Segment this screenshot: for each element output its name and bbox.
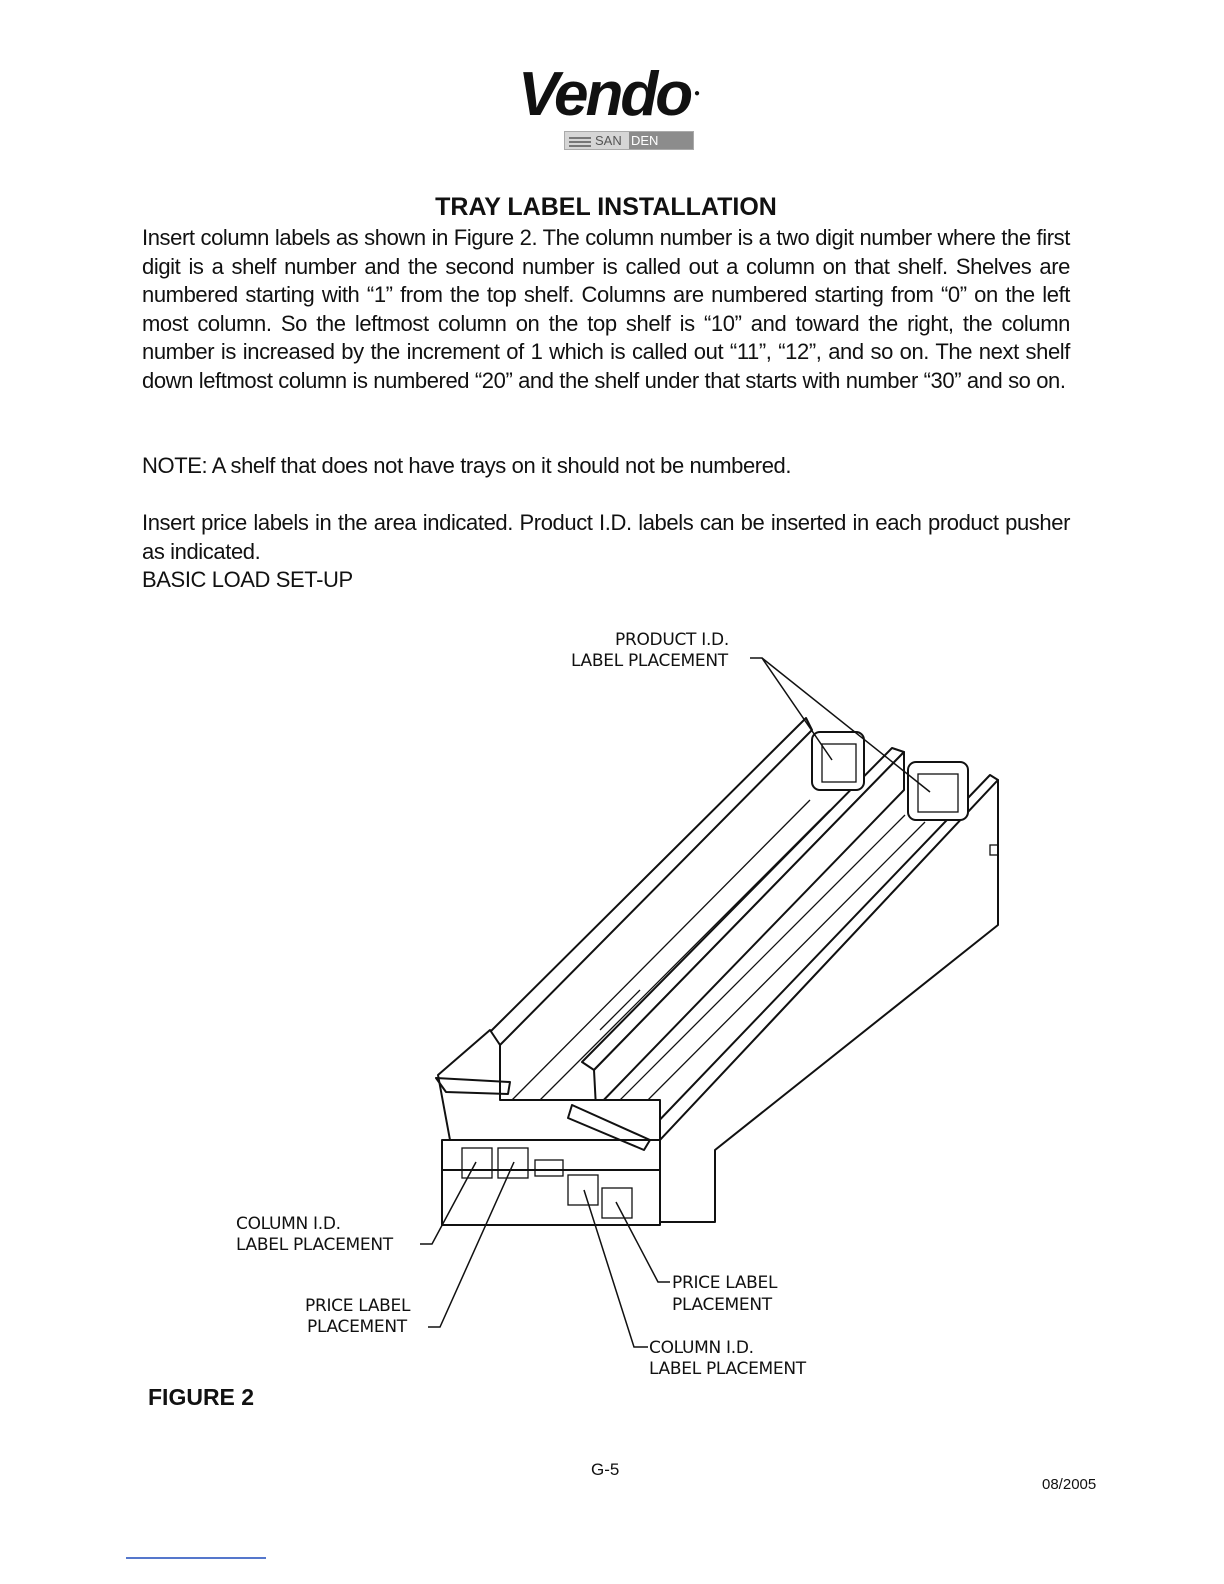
- logo-sub-den: DEN: [629, 132, 693, 149]
- page-title: TRAY LABEL INSTALLATION: [435, 193, 777, 221]
- callout-column-id-left-line2: LABEL PLACEMENT: [236, 1235, 393, 1255]
- callout-column-id-right-line2: LABEL PLACEMENT: [649, 1359, 806, 1379]
- page-number: G-5: [591, 1460, 620, 1479]
- callout-price-left-line1: PRICE LABEL: [305, 1296, 411, 1316]
- callout-price-right-line1: PRICE LABEL: [672, 1273, 778, 1293]
- instructions-paragraph: Insert column labels as shown in Figure 2. The column number is a two digit number where the first digit is a shelf number and the second number is called out a column on that shelf. Shelves are numbered starting with “1” from the top shelf. Columns are numbered starting from “0” on the left most column. So the leftmost column on the top shelf is “10” and toward the right, the column number is increased by the increment of 1 which is called out “11”, “12”, and so on. The next shelf down leftmost column is numbered “20” and the shelf under that starts with number “30” and so on.: [142, 225, 1070, 393]
- callout-product-id-line1: PRODUCT I.D.: [615, 630, 729, 650]
- tray-front-face: [442, 1140, 660, 1225]
- note-paragraph: NOTE: A shelf that does not have trays on it should not be numbered.: [142, 453, 792, 478]
- callout-price-left-line2: PLACEMENT: [307, 1317, 407, 1337]
- price-label-paragraph: Insert price labels in the area indicated. Product I.D. labels can be inserted in each product pusher as indicated.: [142, 510, 1070, 564]
- logo-wordmark: Vendo: [518, 60, 691, 129]
- callout-price-right-line2: PLACEMENT: [672, 1295, 772, 1315]
- callout-product-id-line2: LABEL PLACEMENT: [571, 651, 728, 671]
- registered-mark-icon: ●: [694, 88, 701, 99]
- logo-sub-san: SAN: [595, 133, 622, 148]
- callout-column-id-left-line1: COLUMN I.D.: [236, 1214, 341, 1234]
- callout-column-id-right-line1: COLUMN I.D.: [649, 1338, 754, 1358]
- footer-rule: [126, 1557, 266, 1559]
- product-pusher-right: [908, 762, 968, 820]
- revision-date: 08/2005: [1042, 1476, 1097, 1493]
- basic-load-heading: BASIC LOAD SET-UP: [142, 567, 353, 592]
- figure-caption: FIGURE 2: [148, 1384, 255, 1410]
